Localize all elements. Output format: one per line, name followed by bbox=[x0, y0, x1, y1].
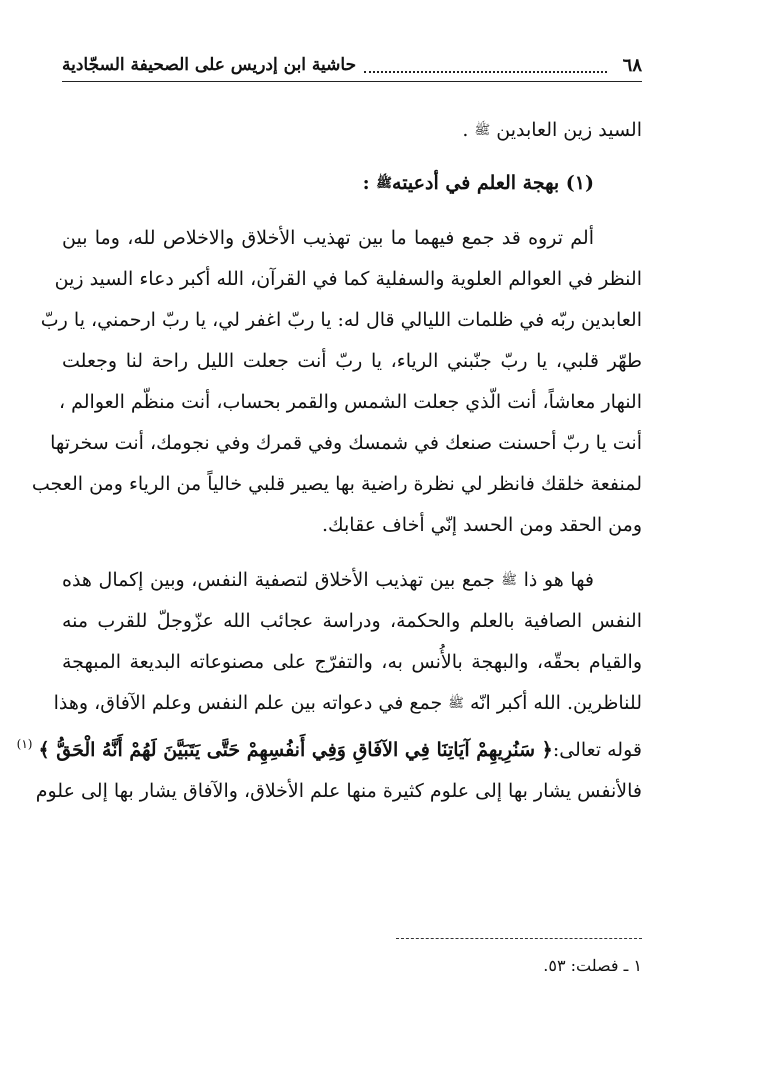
honorific-mark: ﷺ bbox=[474, 123, 491, 138]
intro-end: . bbox=[462, 119, 475, 141]
heading-end: : bbox=[362, 172, 377, 194]
honorific-mark: ﷺ bbox=[501, 573, 518, 588]
honorific-mark: ﷺ bbox=[376, 176, 393, 191]
page-body bbox=[16, 110, 642, 826]
page-number: ٦٨ bbox=[622, 54, 642, 76]
paragraph-2 bbox=[16, 560, 642, 812]
footnote: ١ ـ فصلت: ٥٣. bbox=[543, 956, 642, 975]
honorific-mark: ﷺ bbox=[448, 696, 464, 711]
text-line bbox=[16, 724, 642, 771]
text-span: فها هو ذا bbox=[523, 569, 594, 591]
text-span: جمع في دعواته بين علم النفس وعلم الآفاق، وهذا bbox=[53, 692, 449, 714]
paragraph-1 bbox=[31, 218, 642, 546]
page-header bbox=[62, 52, 642, 78]
header-dot-leader bbox=[364, 57, 607, 73]
text-line bbox=[62, 560, 642, 601]
text-span: للناظرين. الله أكبر انّه bbox=[470, 692, 642, 714]
footnote-rule bbox=[396, 938, 642, 939]
section-heading bbox=[62, 163, 642, 204]
footnote-reference[interactable]: (١) bbox=[16, 737, 33, 751]
intro-line bbox=[62, 110, 642, 151]
text-span: قوله تعالى: bbox=[552, 739, 642, 761]
running-title: حاشية ابن إدريس على الصحيفة السجّادية bbox=[62, 55, 357, 75]
header-rule bbox=[62, 81, 642, 82]
text-line: أنت يا ربّ أحسنت صنعك في شمسك وفي قمرك وفي نجومك، أنت سخرتها bbox=[50, 432, 642, 454]
text-line: طهّر قلبي، يا ربّ جنّبني الرياء، يا ربّ أنت جعلت الليل راحة لنا وجعلت bbox=[62, 350, 642, 372]
text-line: النفس الصافية بالعلم والحكمة، ودراسة عجائب الله عزّوجلّ للقرب منه bbox=[62, 610, 642, 632]
quran-verse: ﴿ سَنُرِيهِمْ آيَاتِنَا فِي الآفَاقِ وَفِي أَنفُسِهِمْ حَتَّى يَتَبَيَّنَ لَهُمْ أَنَّهُ الْحَقُّ ﴾ bbox=[38, 739, 553, 761]
text-line: لمنفعة خلقك فانظر لي نظرة راضية بها يصير قلبي خالياً من الرياء ومن العجب bbox=[31, 473, 642, 495]
text-line: النهار معاشاً، أنت الّذي جعلت الشمس والقمر بحساب، أنت منظّم العوالم ، bbox=[58, 391, 642, 413]
heading-text: (١) بهجة العلم في أدعيته bbox=[392, 172, 594, 194]
text-line: ومن الحقد ومن الحسد إنّي أخاف عقابك. bbox=[321, 514, 642, 536]
text-line: فالأنفس يشار بها إلى علوم كثيرة منها علم الأخلاق، والآفاق يشار بها إلى علوم bbox=[35, 780, 642, 802]
intro-text: السيد زين العابدين bbox=[496, 119, 642, 141]
text-line bbox=[53, 683, 642, 724]
text-line: النظر في العوالم العلوية والسفلية كما في القرآن، الله أكبر دعاء السيد زين bbox=[54, 268, 642, 290]
text-span: جمع بين تهذيب الأخلاق لتصفية النفس، وبين إكمال هذه bbox=[62, 569, 502, 591]
text-line: العابدين ربّه في ظلمات الليالي قال له: يا ربّ اغفر لي، يا ربّ ارحمني، يا ربّ bbox=[40, 309, 642, 331]
text-line: ألم تروه قد جمع فيهما ما بين تهذيب الأخلاق والاخلاص لله، وما بين bbox=[62, 227, 594, 249]
text-line: والقيام بحقّه، والبهجة بالأُنس به، والتفرّج على مصنوعاته البديعة المبهجة bbox=[62, 651, 642, 673]
